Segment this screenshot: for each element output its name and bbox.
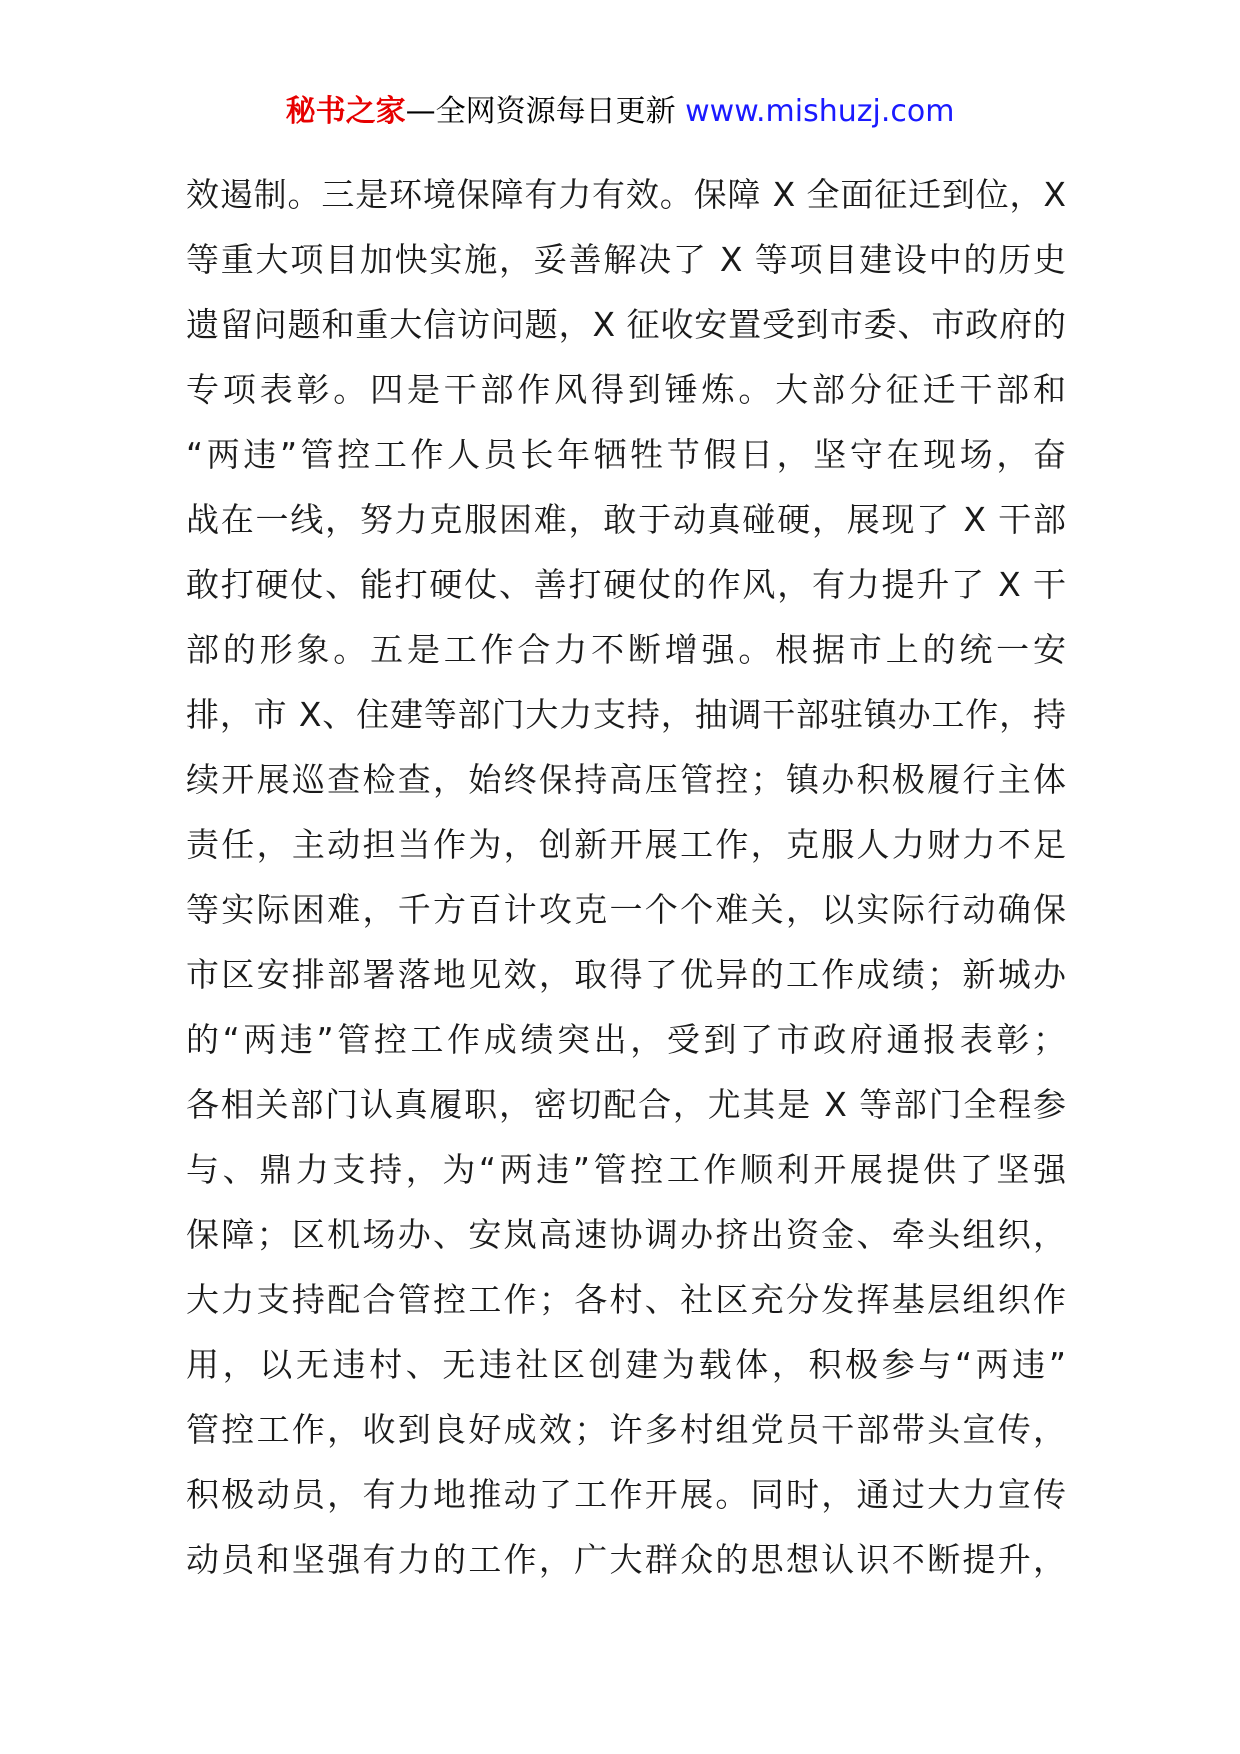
text-line: 市区安排部署落地见效，取得了优异的工作成绩；新城办 bbox=[186, 955, 1066, 994]
text-line: “两违”管控工作人员长年牺牲节假日，坚守在现场，奋 bbox=[186, 435, 1066, 474]
text-line: 动员和坚强有力的工作，广大群众的思想认识不断提升， bbox=[186, 1540, 1066, 1579]
text-line: 用，以无违村、无违社区创建为载体，积极参与“两违” bbox=[186, 1345, 1066, 1384]
text-line: 遗留问题和重大信访问题，X 征收安置受到市委、市政府的 bbox=[186, 305, 1066, 344]
text-line: 续开展巡查检查，始终保持高压管控；镇办积极履行主体 bbox=[186, 760, 1066, 799]
text-line: 与、鼎力支持，为“两违”管控工作顺利开展提供了坚强 bbox=[186, 1150, 1066, 1189]
site-tagline: —全网资源每日更新 bbox=[405, 94, 676, 129]
text-line: 专项表彰。四是干部作风得到锤炼。大部分征迁干部和 bbox=[186, 370, 1066, 409]
text-line: 敢打硬仗、能打硬仗、善打硬仗的作风，有力提升了 X 干 bbox=[186, 565, 1066, 604]
text-line: 保障；区机场办、安岚高速协调办挤出资金、牵头组织， bbox=[186, 1215, 1066, 1254]
text-line: 效遏制。三是环境保障有力有效。保障 X 全面征迁到位，X bbox=[186, 175, 1066, 214]
text-line: 各相关部门认真履职，密切配合，尤其是 X 等部门全程参 bbox=[186, 1085, 1066, 1124]
text-line: 的“两违”管控工作成绩突出，受到了市政府通报表彰； bbox=[186, 1020, 1066, 1059]
text-line: 战在一线，努力克服困难，敢于动真碰硬，展现了 X 干部 bbox=[186, 500, 1066, 539]
text-line: 等重大项目加快实施，妥善解决了 X 等项目建设中的历史 bbox=[186, 240, 1066, 279]
text-line: 积极动员，有力地推动了工作开展。同时，通过大力宣传 bbox=[186, 1475, 1066, 1514]
document-body bbox=[186, 162, 1066, 1592]
site-brand-name: 秘书之家 bbox=[285, 94, 406, 129]
site-url-link[interactable]: www.mishuzj.com bbox=[685, 94, 955, 129]
text-line: 责任，主动担当作为，创新开展工作，克服人力财力不足 bbox=[186, 825, 1066, 864]
text-line: 部的形象。五是工作合力不断增强。根据市上的统一安 bbox=[186, 630, 1066, 669]
text-line: 大力支持配合管控工作；各村、社区充分发挥基层组织作 bbox=[186, 1280, 1066, 1319]
site-header-banner bbox=[0, 92, 1240, 132]
text-line: 管控工作，收到良好成效；许多村组党员干部带头宣传， bbox=[186, 1410, 1066, 1449]
text-line: 等实际困难，千方百计攻克一个个难关，以实际行动确保 bbox=[186, 890, 1066, 929]
text-line: 排，市 X、住建等部门大力支持，抽调干部驻镇办工作，持 bbox=[186, 695, 1066, 734]
